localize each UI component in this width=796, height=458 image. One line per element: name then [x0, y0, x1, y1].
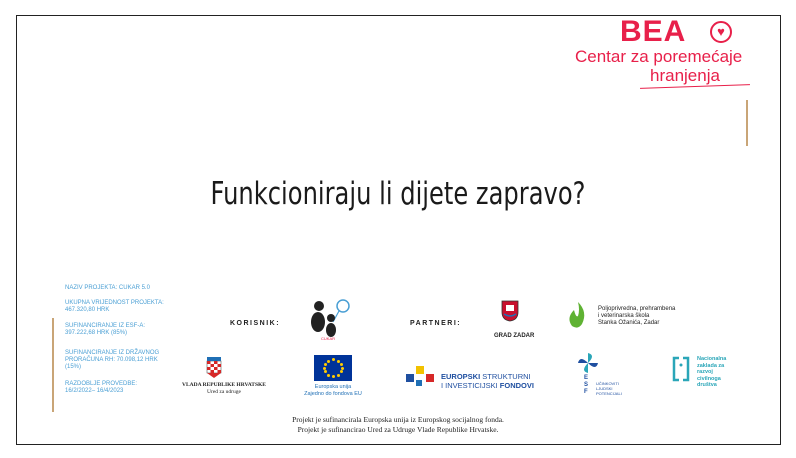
project-name: NAZIV PROJEKTA: CUKAR 5.0 — [65, 285, 150, 291]
esf-funding: SUFINANCIRANJE IZ ESF-A: 397.222,68 HRK (85%) — [65, 323, 146, 336]
bea-logo-text: BEA — [620, 15, 687, 48]
nzrcd-bracket-icon — [672, 356, 690, 382]
project-period: RAZDOBLJE PROVEDBE: 16/2/2022– 16/4/2023 — [65, 381, 138, 394]
croatian-coat-of-arms-icon — [206, 357, 222, 379]
leaf-flame-logo-icon — [566, 300, 590, 332]
cukar-logo — [305, 298, 353, 342]
school-name: Poljoprivredna, prehrambena i veterinarska škola Stanka Ožanića, Zadar — [598, 306, 676, 326]
project-value: UKUPNA VRIJEDNOST PROJEKTA: 467.320,80 HRK — [65, 300, 164, 313]
heart-circle-icon: ♥ — [710, 21, 732, 43]
vlada-rh-label: VLADA REPUBLIKE HRVATSKE Ured za udruge — [182, 382, 266, 395]
bea-tagline-line1: Centar za poremećaje — [575, 47, 743, 66]
info-accent-bar — [52, 318, 54, 412]
nzrcd-label: Nacionalna zaklada za razvoj civilnoga društva — [697, 356, 727, 388]
partneri-label: PARTNERI: — [410, 320, 462, 327]
esf-text: UČINKOVITI LJUDSKI POTENCIJALI — [596, 381, 622, 396]
esif-label: EUROPSKI STRUKTURNI I INVESTICIJSKI FONDOVI — [441, 372, 534, 390]
svg-text:CUKAR: CUKAR — [321, 336, 336, 341]
esf-letters: E S F — [584, 375, 589, 395]
state-funding: SUFINANCIRANJE IZ DRŽAVNOG PRORAČUNA RH: 70.098,12 HRK (15%) — [65, 350, 160, 370]
eu-label: Europska unija Zajedno do fondova EU — [304, 384, 362, 397]
grad-zadar-label: GRAD ZADAR — [494, 333, 535, 339]
esif-squares-icon — [404, 362, 438, 388]
slide-title: Funkcioniraju li dijete zapravo? — [210, 176, 586, 212]
eu-flag-icon — [314, 355, 352, 381]
funding-footer: Projekt je sufinancirala Europska unija iz Europskog socijalnog fonda. Projekt je sufinancirao Ured za Udruge Vlade Republike Hrvatske. — [292, 415, 504, 434]
accent-bar — [746, 100, 748, 146]
esf-pinwheel-icon — [575, 352, 601, 374]
bea-tagline-line2: hranjenja — [650, 66, 720, 85]
korisnik-label: KORISNIK: — [230, 320, 281, 327]
zadar-coat-of-arms-icon — [501, 300, 519, 322]
